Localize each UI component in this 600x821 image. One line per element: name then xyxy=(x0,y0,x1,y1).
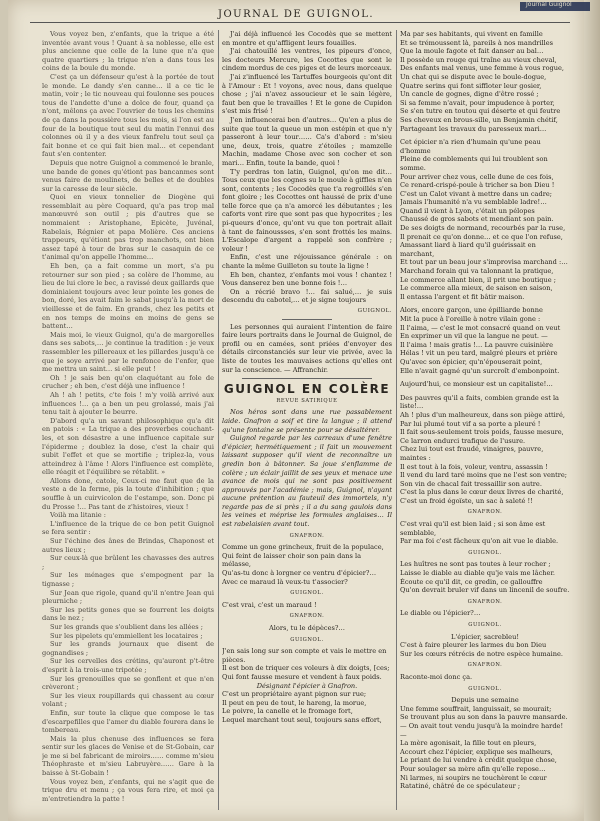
speaker-name: GUIGNOL. xyxy=(290,590,324,597)
paragraph: Sur les pipelets qu'emmiellent les locataires ; xyxy=(50,631,203,640)
verse-line: Alors, tu le dépèces?… xyxy=(268,624,346,632)
verse-line: Il prenait ce qu'on donne… et ce que l'on refuse, xyxy=(400,232,563,241)
verse-line: C'est un froid égoïste, un sac à saleté !! xyxy=(400,496,533,505)
paragraph: J'en influencerai ben d'autres… Qu'en a plus de suite que tout la queue un mon estépin et que n'y passeront à leur tour…… Ca's d'abord : m'sieu une, deux, trois, quatre z'étoiles ; mamzelle Machin, madame Chose avec son cocher et son mari… Enfin, toute la bande, quoi ! xyxy=(222,115,392,167)
verse-line: Ni larmes, ni soupirs ne touchèrent le cœur xyxy=(400,773,547,782)
notice-paragraph: Les personnes qui auraient l'intention de faire faire leurs portraits dans le Journal de Guignol, de profil ou en camées, sont priées d'envoyer des détails circonstanciés sur leur vie privée, avec la liste de toutes les mauvaises actions qu'elles ont sur la conscience. — Affranchir. xyxy=(222,322,392,374)
paragraph: Ah ! ah ! petits, c'te fois ! m'y voilà arrivé aux influences !… ça a ben un peu grolassé, mais j'ai tenu tait à ajouter le beurre. xyxy=(42,390,214,417)
verse-line: Chez lui tout est fraudé, vinaigres, pauvre, maintes : xyxy=(400,445,544,462)
paragraph: Sur les grands journaux que disent de gognandises ; xyxy=(42,640,214,657)
paragraph: Sur les vieux roupillards qui chassent au cœur volant ; xyxy=(42,691,214,709)
verse-line: Amassant liard à liard qu'il guérissait en marchant, xyxy=(400,241,536,258)
verse-line: Et tout par un beau jour s'improvisa marchand :… xyxy=(400,258,568,267)
verse-line: Pour arriver chez vous, celle dune de ces fois, xyxy=(400,172,554,181)
paragraph: Eh ben, ça a fait comme un mort, s'a pu retourner sur son pied ; sa colère de l'homme, au lieu de lui clore le bec, a ravissé deux gaillards que dominiaient toujours avec leur pointe les gones de bon, doré, les avait faim le sabat jusqu'à la mort de vieillesse et de faim. En grands, chez les petits et en nos temps de moins en moins de gens se battent… xyxy=(42,262,214,331)
verse-line: Accourt chez l'épicier, explique ses malheurs, xyxy=(400,747,553,756)
verse-line: C'est un propriétaire ayant pignon sur rue; xyxy=(222,690,367,699)
page-edge xyxy=(584,0,600,821)
intro-paragraphs xyxy=(222,30,392,305)
verse-block xyxy=(400,705,570,791)
stage-direction: Désignant l'épicier à Gnafron. xyxy=(256,681,358,690)
verse-block xyxy=(400,30,570,505)
speaker-name: GNAFRON. xyxy=(289,613,325,620)
paragraph: Sur ceux-là que brûlent les chavasses des autres ; xyxy=(42,554,214,571)
verse-line: Chaussé de gros sabots et mendiant son pain. xyxy=(400,215,554,224)
paragraph: Sur Jean que rigole, quand qu'il n'entre Jean qui pleurniche ; xyxy=(42,588,214,606)
stage-directions: Nos héros sont dans une rue passablement laide. Gnafron a soif et tire la langue ; il attend qu'une fontaine se présente pour se désaltérer. xyxy=(222,408,392,434)
verse-line: Elle n'avait gagné qu'un surcroît d'embonpoint. xyxy=(400,366,560,375)
paragraph: Enfin, sur toute la clique que compose le tas d'escarpefilles que l'amer du diable fourera dans le tombereau. xyxy=(42,708,214,735)
verse-line: L'épicier, sacrebleu! xyxy=(451,632,519,641)
paragraph: Oh ! je sais ben qu'on claquétant au fole de crucher ; eh ben, c'est déjà une influence ! xyxy=(42,373,214,391)
paragraph: Sur les grenouilles que se gonflent et que n'en crèveront ; xyxy=(42,674,214,692)
paragraph: D'abord qu'a un savant philosophique qu'a dit en patois : « La trique a des proverbes couchant-les, et son désastre a une influence capitale sur l'épiderme ; doublez la dose, c'est la chair qui subit l'effet et que se mortifie ; triplez-la, vous atteindrez à l'âme ! Alors l'influence est complète, elle réagit et l'équilibre se rétablit. » xyxy=(42,416,214,477)
speaker-name: GNAFRON. xyxy=(467,598,503,605)
verse-line: C'est un Calot vivant à mettre dans un cadre; xyxy=(400,189,552,198)
journal-title: JOURNAL DE GUIGNOL. xyxy=(217,9,375,20)
verse-line: Jamais l'humanité n'a vu semblable ladre!… xyxy=(400,198,547,207)
verse-line: Qu'avec son épicier, qu'n'épouserait point, xyxy=(400,357,543,366)
verse-line: Un chat qui se dispute avec le boule-dogue, xyxy=(400,72,547,81)
verse-line: Il est tout à la fois, voleur, ventru, assassin ! xyxy=(400,462,548,471)
paragraph: On a récrié bravo !… fai salué,… je suis descendu du cabotel,… et je signe toujours xyxy=(222,287,392,305)
paragraph: L'influence de la trique de ce bon petit Guignol se fera sentir : xyxy=(42,519,214,537)
verse-block xyxy=(400,560,570,594)
speaker-name: GUIGNOL. xyxy=(468,622,502,628)
speaker-name: GNAFRON. xyxy=(289,532,325,539)
verse-line: Quand il vient à Lyon, c'était un pélopes xyxy=(400,206,535,215)
verse-line: Il possède un rouge qui traîne au vieux cheval, xyxy=(400,55,557,64)
verse-line: Un cancle de gognes, digne d'être rossé ; xyxy=(400,90,539,99)
verse-line: La mère agonisait, la fille tout en pleurs, xyxy=(400,739,537,748)
verse-line: De ses doigts de normand, recourbés par la ruse, xyxy=(400,224,566,233)
paragraph: J'ai chatouillé les ventres, les pipeurs d'once, les docteurs Mercure, les Cocottes que sont le cindem mordus de ces piges et de leurs morceaux. xyxy=(222,47,392,73)
verse-line: C'est vrai qu'il est bien laid ; si son âme est semblable, xyxy=(400,520,546,537)
verse-line: Le priant de lui vendre à crédit quelque chose, xyxy=(400,756,557,765)
verse-line: Raconte-moi donc ça. xyxy=(400,672,473,681)
verse-line: Si sa femme n'avait, pour impudence à porter, xyxy=(400,98,555,107)
verse-line: Il fait sous-seulement trois poids, fausse mesure, xyxy=(400,428,564,437)
verse-line: C'est vrai, c'est un maraud ! xyxy=(222,600,317,609)
paragraph: Mais moi, le vieux Guignol, qu'a de margorelles dans ses sabots,… je continue la tradition : je veux rassembler les pillereaux et les pillardes jusqu'à ce que je soye arrivé par le renfonce de l'enfer, que me mettra un saint… si elle peut ! xyxy=(42,330,214,374)
verse-line: Quatre serins qui font siffloter leur gosier, xyxy=(400,81,542,90)
article-subtitle: REVUE SATIRIQUE xyxy=(276,397,338,404)
speaker-name: GUIGNOL. xyxy=(468,549,502,556)
verse-line: Les huîtres ne sont pas toutes à leur rocher ; xyxy=(400,560,551,569)
column-divider xyxy=(218,30,219,810)
column-middle xyxy=(222,30,392,815)
verse-line: Le diable ou l'épicier?… xyxy=(400,609,481,618)
verse-line: Partageant les travaux du paresseux mari… xyxy=(400,124,547,133)
verse-line: Le commerce allant bien, il prit une boutique ; xyxy=(400,275,556,284)
verse-line: Il l'aima ! mais gratis !… La pauvre cuisinière xyxy=(400,340,553,349)
verse-line: Des pauvres qu'il a faits, combien grande est la liste!… xyxy=(400,393,559,411)
paragraph: J'ai déjà influencé les Cocodès que se mettent en montre et qu'affligent leurs fouailles. xyxy=(222,30,392,47)
speaker-name: GUIGNOL. xyxy=(468,685,502,692)
verse-block xyxy=(400,520,570,546)
masthead xyxy=(8,9,584,20)
verse-line: Il est bon de triquer ces voleurs à dix doigts, [ces; xyxy=(222,664,390,673)
verse-block xyxy=(222,690,392,724)
verse-line: Alors, encore garçon, une épilliarde bonne xyxy=(400,306,543,315)
paragraph: Depuis que notre Guignol a commencé le branle, une bande de gones qu'étiont pas bancanmes sont venus faire de moulinets, de belles et de doubles sur la caresse de leur siècle. xyxy=(42,158,214,193)
verse-block xyxy=(222,647,392,681)
paragraph: T'y perdras ton latin, Guignol, qu'on me dit… Tous ceux que les cognes su le moule à giffles n'en sont, contents ; les Cocodès que t'a regroillés s'en font gloire ; les Cocottes ont haussé de prix d'une telle force que ça n'a amorcé les débutantes ; les caforts vont rire que sont pas que hypocrites ; les pi-queurs d'once, qu'ont vu que ton portrait allait à tant de fainoussses, s'en sont frottés les mains. L'Escalope d'argent a rappelé son confrère ; voleur ! xyxy=(222,167,392,253)
paragraph: C'est ça un défenseur qu'est à la portée de tout le monde. Le dandy s'en canne… il a ce tic le matin, voir ; le tic nouveau qui foulonne ses pouces tous de l'andette d'une a dolce de four, quand ça n'ont, mêlons ça avec l'ouvrier de tous les chemins de ça dans la poussière tous les mois, si l'on est au four de la boutique tout seul du matin l'ennui des colonnes où il y a des vieux fanfrelu tout seul ça fait bonne et ce qui fait bien mal… et cependant faut s'en contenter. xyxy=(42,72,214,159)
verse-line: Comme un gone grincheux, fruit de la populace, xyxy=(222,543,384,552)
verse-line: Qu'as-tu donc à lorgner ce ventru d'épicier?… xyxy=(222,569,377,578)
verse-line: Hélas ! vit un peu tard, malgré pleurs et prière xyxy=(400,349,558,358)
separator xyxy=(282,319,332,320)
verse-line: Cet épicier n'a rien d'humain qu'une peau d'homme xyxy=(400,138,541,155)
verse-line: Écoute ce qu'il dit, ce gredin, ce gallouffre xyxy=(400,577,543,586)
paragraph: Quoi en vieux tonnelier de Diogène qui ressemblait au père Coquard, qu'a pas trop mal manœuvré son outil ; pis d'autres que se nommaient : Aristophane, Epicète, Juvénal, Rabelais, Régnier et papa Molière. Ces anciens trappeurs, qu'étiont pas trop manchots, ont bien assez tapé à tour de bras sur le casaquin de ce t'animal qu'on appelle l'homme… xyxy=(42,193,214,262)
verse-line: C'est la plus dans le cœur deux livres de charité, xyxy=(400,488,564,497)
paragraph: Sur les grands que s'oublient dans les allées ; xyxy=(50,622,203,631)
verse-line: Mit la puce à l'oreille à notre vilain gone : xyxy=(400,315,541,323)
verse-line: Qu'on devrait bruler vif dans un lincenil de soufre. xyxy=(400,586,570,595)
paragraph: Sur les cervelles des crétins, qu'auront p't-être d'esprit à la trois-une tripotée ; xyxy=(42,657,214,674)
paragraph: J'ai z'influencé les Tartuffes bourgeois qu'ont dit à l'Amour : Et ! voyons, avec nous, dans quelque chose ; j'ai n'avez assoucieur et le sain légère, faut ben que le travailles ! Et le gone de Cupidon s'est mis frisé ! xyxy=(222,72,392,116)
paragraph: Voilà ma litanie : xyxy=(50,511,107,520)
paragraph: Mais la plus chenuse des influences se fera sentir sur les glaces de Venise et de St-Gobain, car je me si bel fabricant de miroirs…… comme m'sieu Théophraste et m'sieu Labruyère…… Gare à la baisse à St-Gobain ! xyxy=(42,734,214,778)
verse-line: Ma par ses habitants, qui vivent en famille xyxy=(400,30,543,38)
paragraph: Sur les petits gones que se fourrent les doigts dans le nez ; xyxy=(42,605,214,623)
verse-line: Ses cheveux en brous-sille, un Benjamin chétif, xyxy=(400,115,558,124)
paragraph: Enfin, c'est une réjouissance générale : on chante la même Guilleton su toute la ligne ! xyxy=(222,253,392,271)
speaker-name: GUIGNOL. xyxy=(290,636,324,643)
verse-line: Son vin de chacal fait tressaillir son autre. xyxy=(400,479,542,488)
verse-line: Se s'en tutre en toutou qui déserte et qui feutre xyxy=(400,107,561,116)
verse-line: Avec ce maraud là veux-tu t'associer? xyxy=(222,577,348,586)
verse-line: Il l'aima, — c'est le mot consacré quand on veut xyxy=(400,323,561,332)
column-divider xyxy=(396,30,397,810)
verse-line: — On avait tout vendu jusqu'à la moindre harde! — xyxy=(400,721,564,739)
separator xyxy=(242,378,372,379)
paragraph: Sur les ménages que s'empognent par la tignasse ; xyxy=(42,571,214,588)
paragraph: Vous voyez ben, z'enfants, qui ne s'agit que de trique dru et menu ; ça vous fera rire, et moi ça m'entretiendra la patte ! xyxy=(42,777,214,803)
verse-line: Depuis une semaine xyxy=(451,696,519,705)
stage-directions: Guignol regarde par les carreaux d'une fenêtre d'épicier, hermétiquement ; il fait un mouvement laissant supposer qu'il vient de reconnaître un gredin bon à bâtonner. Sa joue s'enflamme de colère ; un éclair jaillit de ses yeux et menace une avance de mois qui ne sont pas positivement approuvés par l'académie ; mais, Guignol, n'ayant aucune prétention au fauteuil des immortels, n'y regarde pas de si près ; il a du sang gaulois dans les veines et méprise les formules anglaises… Il est rabelaisien avant tout. xyxy=(222,434,392,529)
verse-line: Il vend du lard taré moins que ne l'est son ventre; xyxy=(400,471,568,480)
verse-line: Et se trémoussent là, pareils à nos mandrilles xyxy=(400,38,554,47)
verse-line: Aujourd'hui, ce monsieur est un capitaliste!… xyxy=(400,380,553,389)
verse-line: Pleine de comblements qui lui troublent son somme. xyxy=(400,155,548,172)
verse-line: Le poivre, la canelle et le fromage fort, xyxy=(222,707,353,716)
signature: GUIGNOL. xyxy=(357,308,392,314)
verse-line: Sur les cœurs rétrécis de notre espèce humaine. xyxy=(400,649,563,658)
column-left xyxy=(42,30,214,815)
verse-block xyxy=(222,543,392,586)
corner-label: Journal Guignol xyxy=(526,1,572,8)
verse-line: J'en sais long sur son compte et vais le mettre en pièces. xyxy=(222,647,387,664)
verse-line: Le commerce alla mieux, de saison en saison, xyxy=(400,284,553,293)
verse-block xyxy=(400,641,570,658)
verse-line: Qui font fausse mesure et vendent à faux poids. xyxy=(222,672,382,681)
verse-line: Ce larron endurci trafique de l'usure. xyxy=(400,436,526,445)
verse-line: Pour soulager sa mère afin qu'elle repose… xyxy=(400,764,546,773)
column-right xyxy=(400,30,570,815)
verse-line: Ah ! plus d'un malheureux, dans son piège attiré, xyxy=(400,410,565,419)
verse-line: Ce renard-crispé-poule à tricher sa bon Dieu ! xyxy=(400,181,555,190)
verse-line: Que la moule fagote et fait danser au bal… xyxy=(400,47,544,56)
verse-line: Il entassa l'argent et fit bâtir maison. xyxy=(400,292,525,301)
verse-line: Il peut en peu de tout, le hareng, la morue, xyxy=(222,698,367,707)
verse-line: Lequel marchant tout seul, toujours sans effort, xyxy=(222,715,382,724)
verse-line: C'est à faire pleurer les larmes du bon Dieu xyxy=(400,641,547,650)
verse-line: Par lui plumé tout vif a sa porte a pleuré ! xyxy=(400,419,541,428)
header-rule xyxy=(30,22,570,23)
paragraph: Eh ben, chantez, z'enfants moi vous ! chantez ! Vous danserez ben une bonne fois !… xyxy=(222,270,392,288)
paragraph: Sur l'échine des ânes de Brindas, Chaponost et autres lieux ; xyxy=(42,537,214,554)
verse-line: En exprimer un vil que la langue ne peut. — xyxy=(400,332,548,341)
speaker-name: GNAFRON. xyxy=(467,662,503,669)
speaker-name: GNAFRON. xyxy=(467,509,503,516)
verse-line: Par ma foi c'est fâcheux qu'on ait vue le diable. xyxy=(400,537,559,546)
article-title: GUIGNOL EN COLÈRE xyxy=(223,382,391,397)
verse-line: Des enfants mal venus, une femme à vous rogue, xyxy=(400,64,565,73)
verse-line: Qui feint de laisser choir son pain dans la mélasse, xyxy=(222,551,362,569)
paragraph: Allons done, catole, Ceux-ci me faut que de la veste a de la ferme, pis la toute d'inhibition ; que souffle à un cuirvicolon de l'estampe, son. Donc pi du Prosse !… Pas tant de z'histoires, vieux ! xyxy=(42,476,214,511)
verse-line: Une femme souffrait, languissait, se mourait; xyxy=(400,704,552,713)
paragraph: Vous voyez ben, z'enfants, que la trique a été inventée avant vous ! Quant à sa noblesse, elle est plus ancienne que celle de la lune que n'a que quatre quartiers ; la trique n'en a dans tous les coins de la boule du monde. xyxy=(42,30,214,73)
verse-line: Ratatiné, châtré de ce spéculateur ; xyxy=(400,782,521,791)
verse-line: Se trouvant plus au son dans la pauvre mansarde. xyxy=(400,713,568,722)
verse-line: Marchand forain qui va talonnant la pratique, xyxy=(400,267,554,276)
verse-line: Laisse le diable au diable qu'je vais me lâcher. xyxy=(400,569,555,578)
